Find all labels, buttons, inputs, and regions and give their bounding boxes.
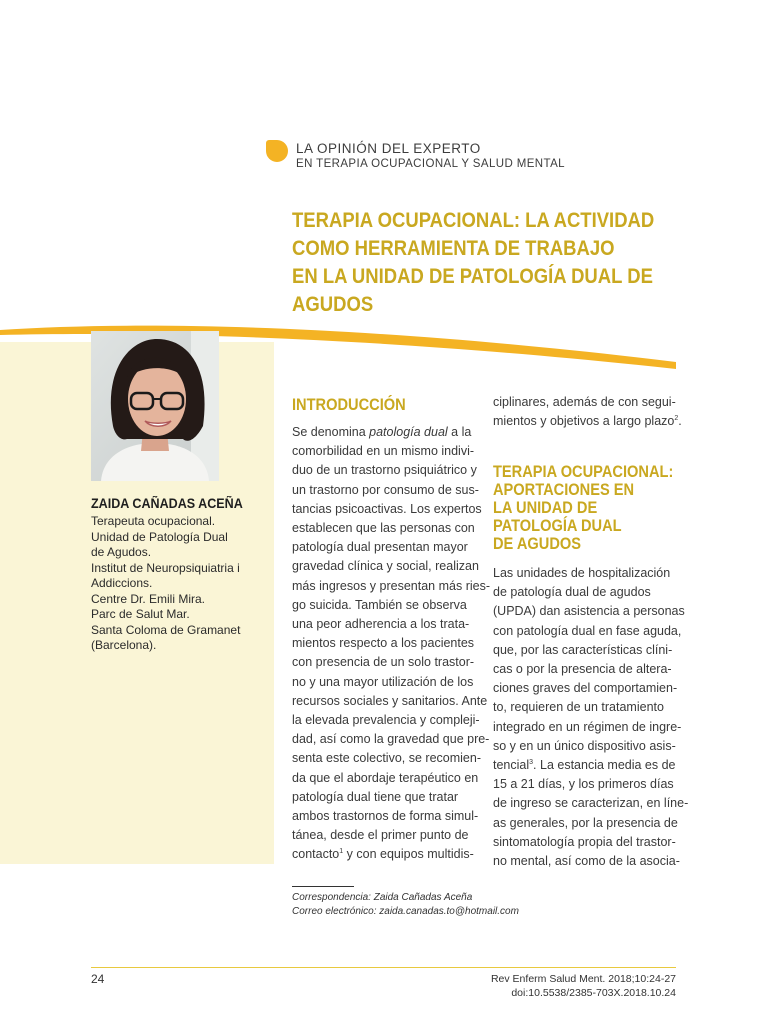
affiliation-line: Centre Dr. Emili Mira. — [91, 591, 206, 606]
heading-line: DE AGUDOS — [493, 534, 582, 553]
text-line: Se denomina patología dual a la — [292, 425, 472, 439]
text-line: ambos trastornos de forma simul- — [292, 809, 479, 824]
text-line: da que el abordaje terapéutico en — [292, 770, 479, 785]
text-line: 15 a 21 días, y los primeros días — [493, 777, 674, 792]
text-line: más ingresos y presentan más ries- — [292, 578, 490, 593]
text-line: gravedad clínica y social, realizan — [292, 559, 479, 574]
author-affiliation — [91, 514, 271, 654]
text-line: so y en un único dispositivo asis- — [493, 738, 676, 753]
text-line: to, requieren de un tratamiento — [493, 700, 664, 715]
intro-heading — [292, 396, 406, 414]
text-line: go suicida. También se observa — [292, 597, 467, 612]
text-line: establecen que las personas con — [292, 521, 475, 536]
text-line: con patología dual en fase aguda, — [493, 623, 682, 638]
text-line: cas o por la presencia de altera- — [493, 662, 672, 677]
affiliation-line: Parc de Salut Mar. — [91, 607, 190, 621]
text-line: as generales, por la presencia de — [493, 815, 678, 830]
section-title: LA OPINIÓN DEL EXPERTO — [296, 141, 481, 156]
text-line: tánea, desde el primer punto de — [292, 828, 469, 843]
title-line: TERAPIA OCUPACIONAL: LA ACTIVIDAD — [292, 208, 655, 232]
page-number: 24 — [91, 972, 105, 986]
text-line: contacto$^1$ y con equipos multidis- — [292, 847, 474, 862]
text-line: sintomatología propia del trastor- — [493, 834, 676, 849]
footnote-rule — [292, 886, 354, 887]
intro-body — [292, 423, 490, 865]
author-name: ZAIDA CAÑADAS ACEÑA — [91, 496, 243, 511]
title-line: COMO HERRAMIENTA DE TRABAJO — [292, 236, 615, 260]
text-line: la elevada prevalencia y compleji- — [292, 713, 480, 728]
text-line: comorbilidad en un mismo indivi- — [292, 444, 475, 459]
text-line: ciones graves del comportamien- — [493, 681, 678, 696]
heading-line: PATOLOGÍA DUAL — [493, 516, 622, 535]
text-line: mientos respecto a los pacientes — [292, 636, 475, 651]
affiliation-line: (Barcelona). — [91, 638, 157, 652]
journal-reference: Rev Enferm Salud Ment. 2018;10:24-27 — [490, 973, 676, 985]
text-line: patología dual presentan mayor — [292, 540, 468, 555]
text-line: no y una mayor utilización de los — [292, 674, 474, 689]
title-line: AGUDOS — [292, 292, 374, 316]
affiliation-line: de Agudos. — [91, 545, 152, 559]
section-heading-to — [493, 463, 673, 553]
text-line: (UPDA) dan asistencia a personas — [493, 604, 685, 619]
heading-line: INTRODUCCIÓN — [292, 395, 406, 414]
affiliation-line: Institut de Neuropsiquiatria i — [91, 560, 240, 575]
correspondence: Correspondencia: Zaida Cañadas Aceña — [292, 892, 473, 903]
affiliation-line: Addiccions. — [91, 576, 153, 590]
text-line: duo de un trastorno psiquiátrico y — [292, 463, 477, 478]
text-line: un trastorno por consumo de sus- — [292, 482, 479, 497]
title-line: EN LA UNIDAD DE PATOLOGÍA DUAL DE — [292, 264, 653, 288]
text-line: senta este colectivo, se recomien- — [292, 751, 481, 766]
text-line: mientos y objetivos a largo plazo$^2$. — [493, 414, 682, 429]
heading-line: LA UNIDAD DE — [493, 498, 598, 517]
section-subtitle: EN TERAPIA OCUPACIONAL Y SALUD MENTAL — [296, 158, 565, 170]
text-line: patología dual tiene que tratar — [292, 789, 459, 804]
journal-citation — [491, 972, 676, 1000]
text-line: de ingreso se caracterizan, en líne- — [493, 796, 689, 811]
article-title — [292, 206, 655, 318]
text-line: recursos sociales y sanitarios. Ante — [292, 693, 488, 708]
doi: doi:10.5538/2385-703X.2018.10.24 — [511, 987, 676, 999]
text-line: tencial$^3$. La estancia media es de — [493, 758, 676, 773]
affiliation-line: Terapeuta ocupacional. — [91, 514, 216, 528]
heading-line: APORTACIONES EN — [493, 480, 635, 499]
text-line: no mental, así como de la asocia- — [493, 854, 680, 869]
affiliation-line: Santa Coloma de Gramanet — [91, 622, 241, 637]
footnote — [292, 891, 519, 919]
text-line: ciplinares, además de con segui- — [493, 395, 676, 409]
text-line: Las unidades de hospitalización — [493, 566, 671, 580]
text-line: una peor adherencia a los trata- — [292, 617, 470, 632]
affiliation-line: Unidad de Patología Dual — [91, 529, 228, 544]
footer-rule — [91, 967, 676, 968]
heading-line: TERAPIA OCUPACIONAL: — [493, 462, 674, 481]
email-address: Correo electrónico: zaida.canadas.to@hotmail.com — [292, 906, 519, 917]
upda-body — [493, 564, 689, 871]
text-line: tancias psicoactivas. Los expertos — [292, 501, 482, 516]
text-line: con presencia de un solo trastor- — [292, 655, 475, 670]
continuation-text — [493, 393, 682, 431]
author-photo — [91, 331, 219, 481]
text-line: que, por las características clíni- — [493, 642, 673, 657]
text-line: de patología dual de agudos — [493, 585, 651, 600]
text-line: integrado en un régimen de ingre- — [493, 719, 682, 734]
text-line: dad, así como la gravedad que pre- — [292, 732, 490, 747]
section-bullet-icon — [266, 140, 288, 162]
